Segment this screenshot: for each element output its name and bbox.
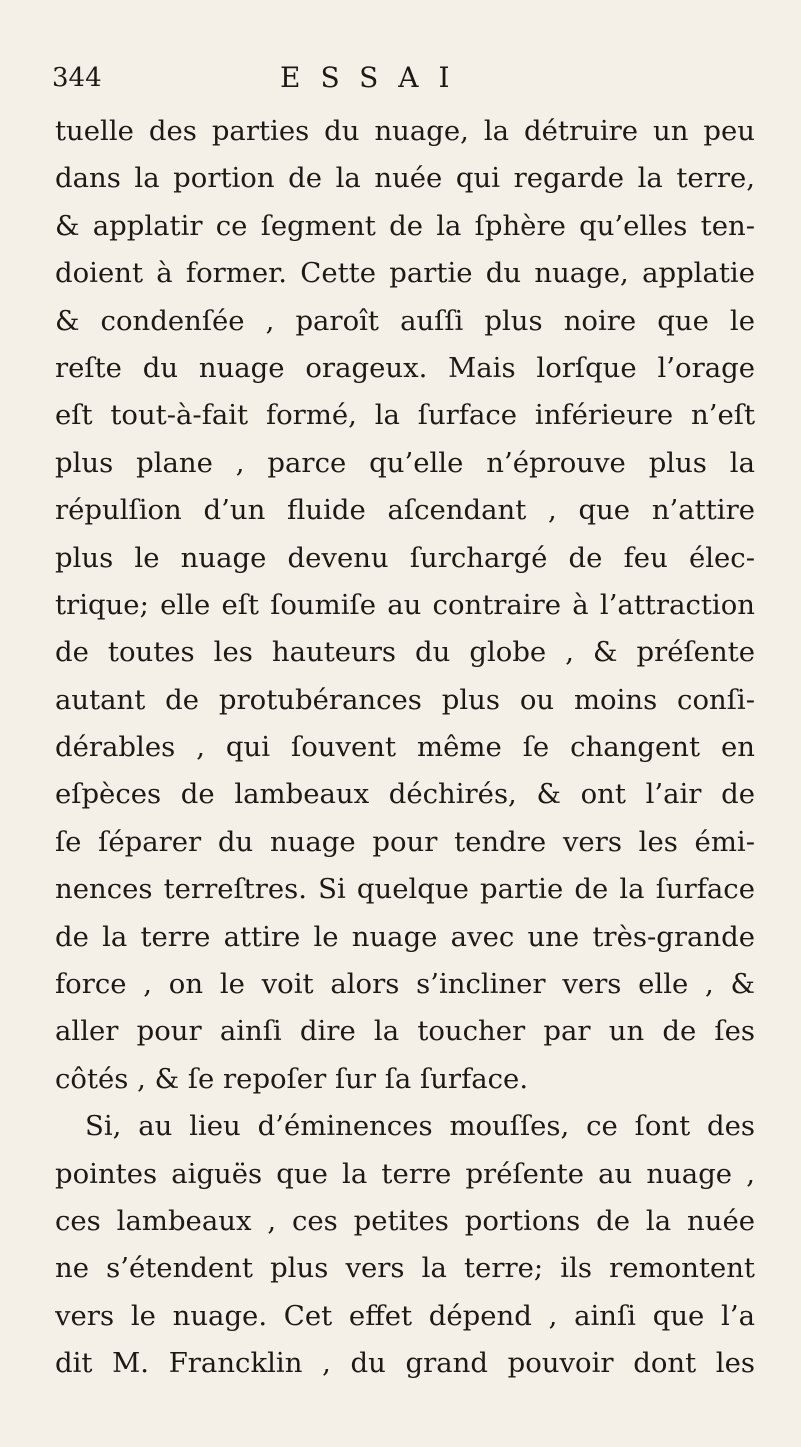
text-line: dans la portion de la nuée qui regarde la terre, <box>55 162 755 195</box>
text-line: de toutes les hauteurs du globe , & préſente <box>55 636 755 669</box>
text-line: & condenſée , paroît auſſi plus noire que le <box>55 304 755 337</box>
text-line: aller pour ainſi dire la toucher par un de ſes <box>55 1015 755 1048</box>
text-line: ces lambeaux , ces petites portions de la nuée <box>55 1204 755 1237</box>
running-title: ESSAI <box>280 61 470 94</box>
text-line: côtés , & ſe repoſer ſur ſa ſurface. <box>55 1062 529 1095</box>
text-line: dérables , qui ſouvent même ſe changent en <box>55 731 755 764</box>
text-line: dit M. Francklin , du grand pouvoir dont les <box>55 1347 755 1380</box>
text-line: plus plane , parce qu’elle n’éprouve plus la <box>55 446 755 479</box>
text-line: ne s’étendent plus vers la terre; ils remontent <box>55 1252 755 1285</box>
text-line: autant de protubérances plus ou moins conſi- <box>55 683 755 716</box>
text-line: nences terreſtres. Si quelque partie de la ſurface <box>55 873 755 906</box>
text-line: & applatir ce ſegment de la ſphère qu’elles ten- <box>55 209 755 242</box>
text-line: vers le nuage. Cet effet dépend , ainſi que l’a <box>55 1299 755 1332</box>
text-line: ſe ſéparer du nuage pour tendre vers les émi- <box>55 825 755 858</box>
text-line: force , on le voit alors s’incliner vers elle , & <box>55 968 755 1001</box>
text-line: trique; elle eſt ſoumiſe au contraire à l’attraction <box>55 588 755 621</box>
text-line: Si, au lieu d’éminences mouſſes, ce ſont des <box>85 1110 755 1143</box>
text-line: eſt tout-à-fait formé, la ſurface inférieure n’eſt <box>55 399 755 432</box>
text-line: doient à former. Cette partie du nuage, applatie <box>55 257 755 290</box>
body-text <box>55 108 755 1388</box>
text-line: reſte du nuage orageux. Mais lorſque l’orage <box>55 351 755 384</box>
text-line: de la terre attire le nuage avec une très-grande <box>55 920 755 953</box>
text-line: eſpèces de lambeaux déchirés, & ont l’air de <box>55 778 755 811</box>
page-number: 344 <box>52 63 102 93</box>
text-line: tuelle des parties du nuage, la détruire un peu <box>55 115 755 147</box>
text-line: répulſion d’un fluide aſcendant , que n’attire <box>55 494 755 527</box>
text-line: plus le nuage devenu ſurchargé de feu élec- <box>55 541 755 574</box>
page-header <box>52 58 752 98</box>
text-line: pointes aiguës que la terre préſente au nuage , <box>55 1157 755 1190</box>
